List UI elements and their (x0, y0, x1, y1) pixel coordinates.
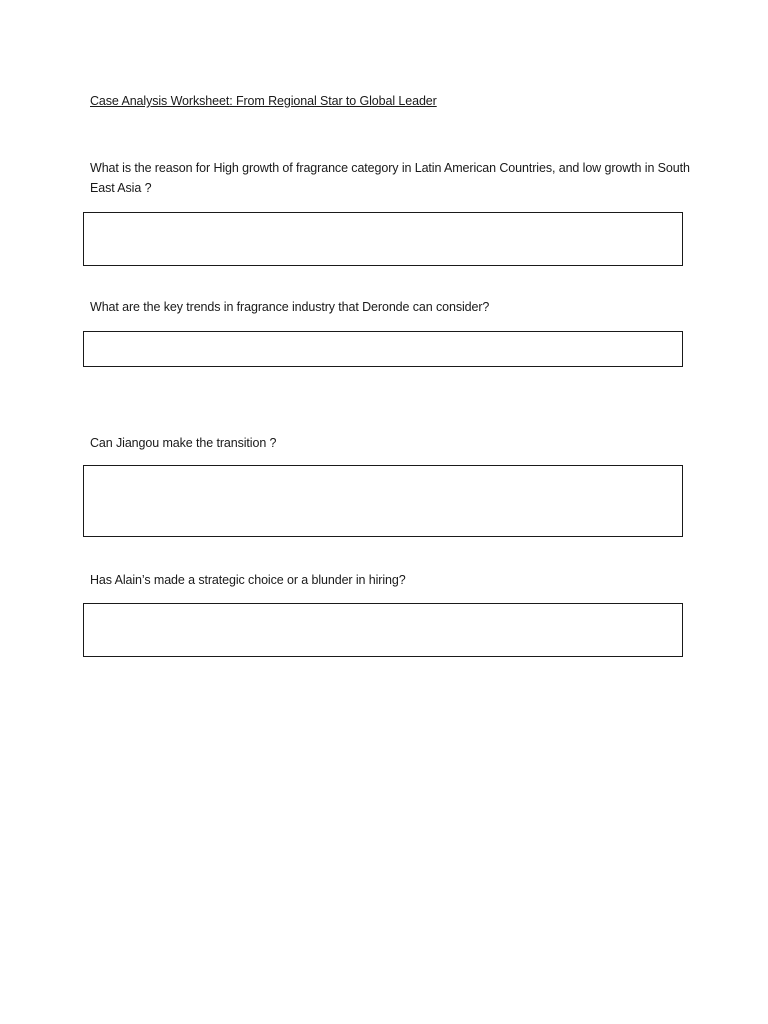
question-1: What is the reason for High growth of fragrance category in Latin American Countries, and low growth in South East Asia ? (90, 161, 690, 195)
question-3: Can Jiangou make the transition ? (90, 436, 277, 450)
answer-box-4[interactable] (83, 603, 683, 657)
worksheet-title: Case Analysis Worksheet: From Regional Star to Global Leader (90, 94, 437, 108)
answer-box-1[interactable] (83, 212, 683, 266)
question-4: Has Alain’s made a strategic choice or a blunder in hiring? (90, 573, 406, 587)
question-2: What are the key trends in fragrance industry that Deronde can consider? (90, 300, 490, 314)
answer-box-2[interactable] (83, 331, 683, 367)
answer-box-3[interactable] (83, 465, 683, 537)
